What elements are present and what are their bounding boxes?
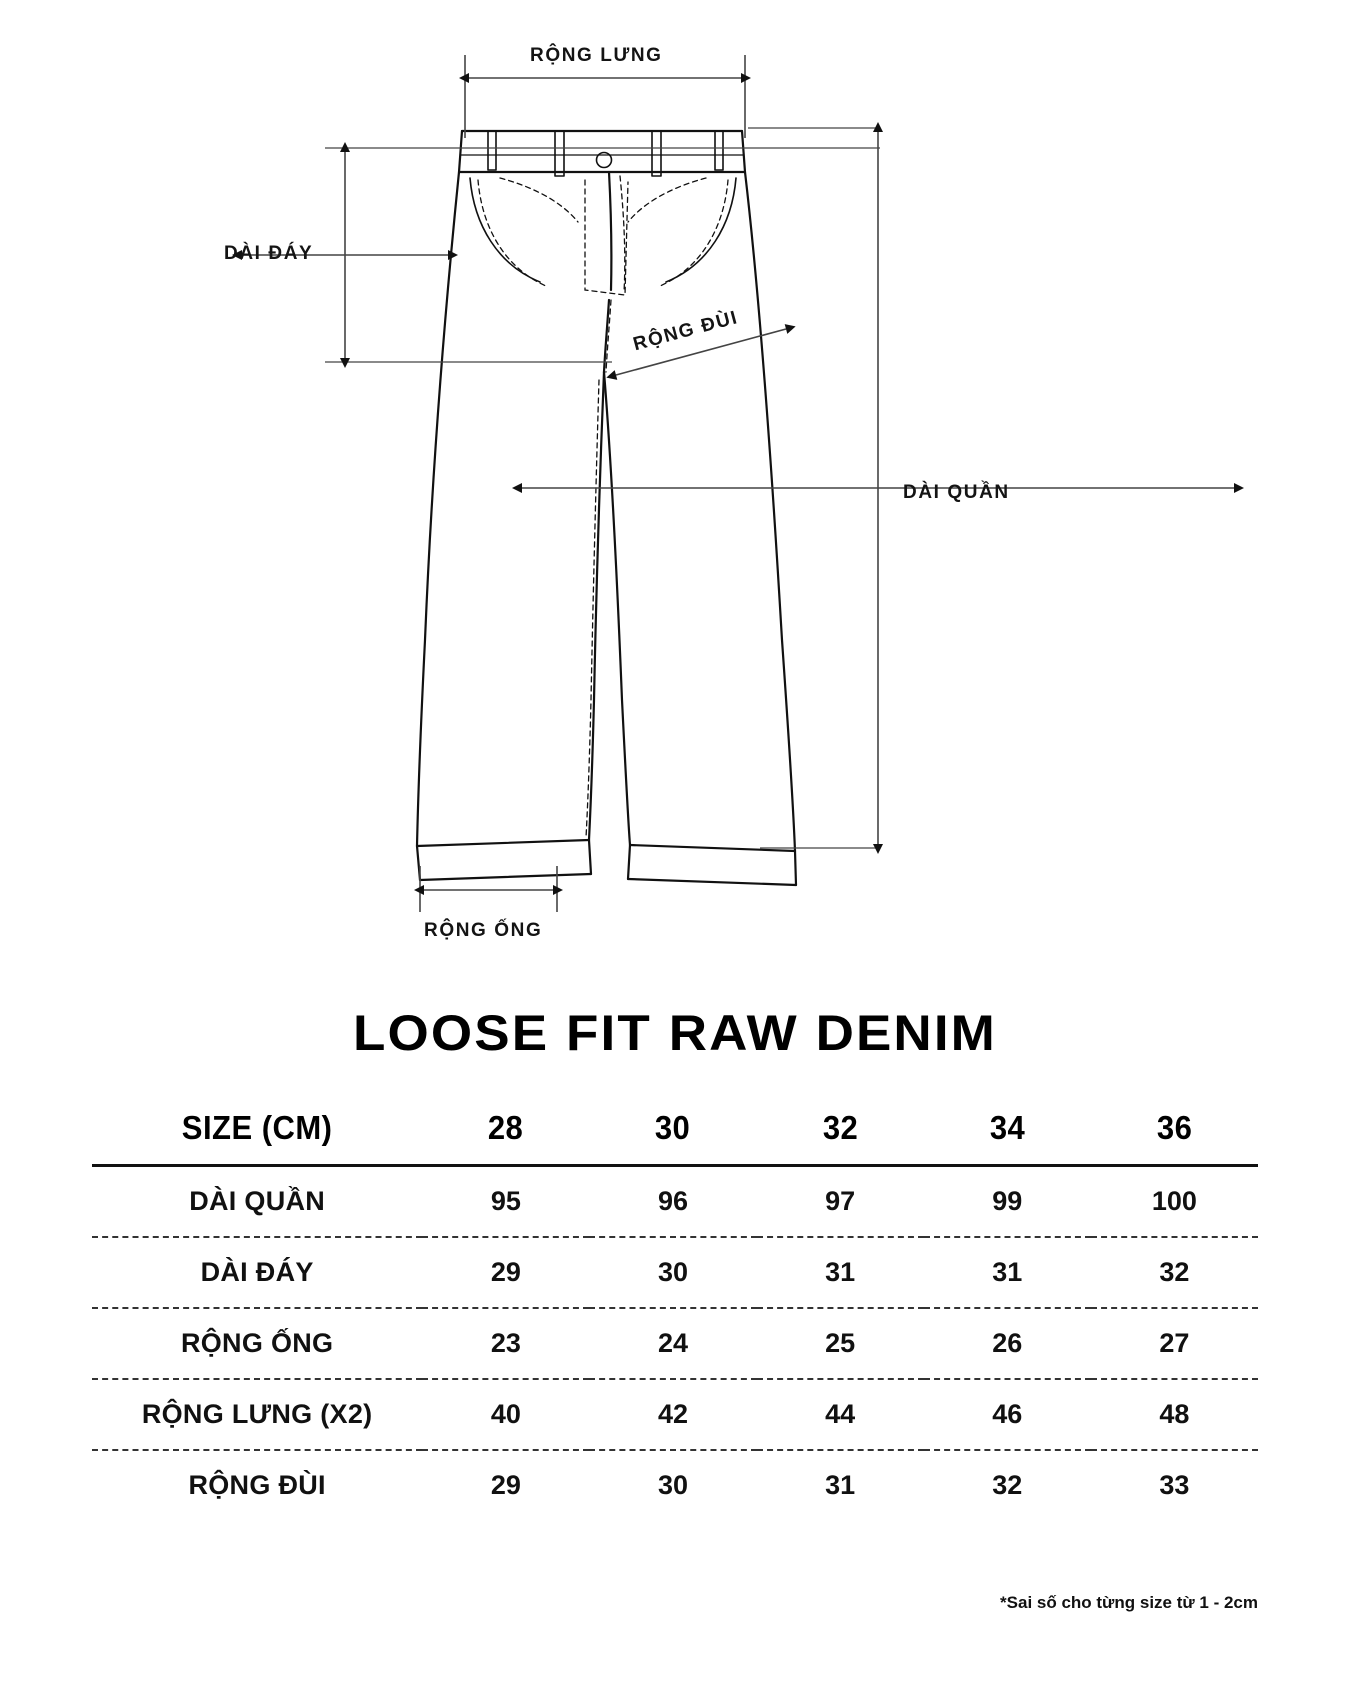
- dimension-label-pants-length: DÀI QUẦN: [903, 482, 1010, 503]
- dimension-pants-length: [522, 128, 1234, 848]
- dimension-waist-width: [465, 55, 745, 138]
- table-cell: 31: [825, 1256, 856, 1287]
- table-cell: 23: [490, 1327, 521, 1358]
- pants-outline: [417, 131, 796, 885]
- table-header-size-30: 30: [655, 1109, 691, 1146]
- table-cell: 97: [825, 1185, 856, 1216]
- table-cell: 29: [490, 1256, 521, 1287]
- table-cell: 25: [825, 1327, 856, 1358]
- table-row-label: DÀI ĐÁY: [200, 1256, 314, 1287]
- table-row-label: RỘNG LƯNG (X2): [141, 1398, 373, 1429]
- table-row: [92, 1379, 1258, 1449]
- footnote-text: *Sai số cho từng size từ 1 - 2cm: [1000, 1593, 1258, 1612]
- table-cell: 42: [657, 1398, 689, 1429]
- table-row-label: DÀI QUẦN: [189, 1185, 326, 1216]
- table-cell: 95: [490, 1185, 521, 1216]
- table-cell: 27: [1159, 1327, 1190, 1358]
- table-cell: 99: [992, 1185, 1023, 1216]
- table-cell: 31: [992, 1256, 1023, 1287]
- table-cell: 26: [992, 1327, 1023, 1358]
- table-cell: 32: [1159, 1256, 1190, 1287]
- table-cell: 30: [657, 1469, 689, 1500]
- dimension-label-rise-length: DÀI ĐÁY: [224, 243, 314, 264]
- table-row: [92, 1166, 1258, 1236]
- table-cell: 100: [1151, 1185, 1197, 1216]
- table-cell: 40: [490, 1398, 521, 1429]
- table-cell: 30: [657, 1256, 689, 1287]
- table-cell: 32: [992, 1469, 1023, 1500]
- dimension-label-waist-width: RỘNG LƯNG: [530, 45, 663, 66]
- pants-stitching: [478, 176, 728, 838]
- table-cell: 48: [1159, 1398, 1190, 1429]
- table-cell: 96: [657, 1185, 689, 1216]
- table-cell: 44: [825, 1398, 856, 1429]
- pants-details: [460, 131, 744, 282]
- table-row: [92, 1308, 1258, 1378]
- table-header-row: [92, 1092, 1258, 1164]
- table-row-label: RỘNG ỐNG: [180, 1327, 334, 1358]
- table-row: [92, 1450, 1258, 1520]
- table-header-size-label: SIZE (CM): [181, 1109, 333, 1146]
- table-cell: 29: [490, 1469, 521, 1500]
- table-row: [92, 1237, 1258, 1307]
- table-header-size-32: 32: [822, 1109, 858, 1146]
- table-cell: 46: [992, 1398, 1023, 1429]
- table-header-size-36: 36: [1156, 1109, 1193, 1146]
- table-cell: 24: [657, 1327, 689, 1358]
- table-cell: 33: [1159, 1469, 1190, 1500]
- page-title: LOOSE FIT RAW DENIM: [353, 1005, 997, 1061]
- dimension-leg-opening: [420, 866, 557, 912]
- table-row-label: RỘNG ĐÙI: [188, 1469, 326, 1500]
- dimension-label-thigh-width: RỘNG ĐÙI: [631, 307, 741, 356]
- table-header-size-34: 34: [989, 1109, 1025, 1146]
- table-cell: 31: [825, 1469, 856, 1500]
- dimension-label-leg-opening: RỘNG ỐNG: [424, 920, 543, 941]
- table-header-size-28: 28: [488, 1109, 524, 1146]
- size-table: [92, 1092, 1258, 1520]
